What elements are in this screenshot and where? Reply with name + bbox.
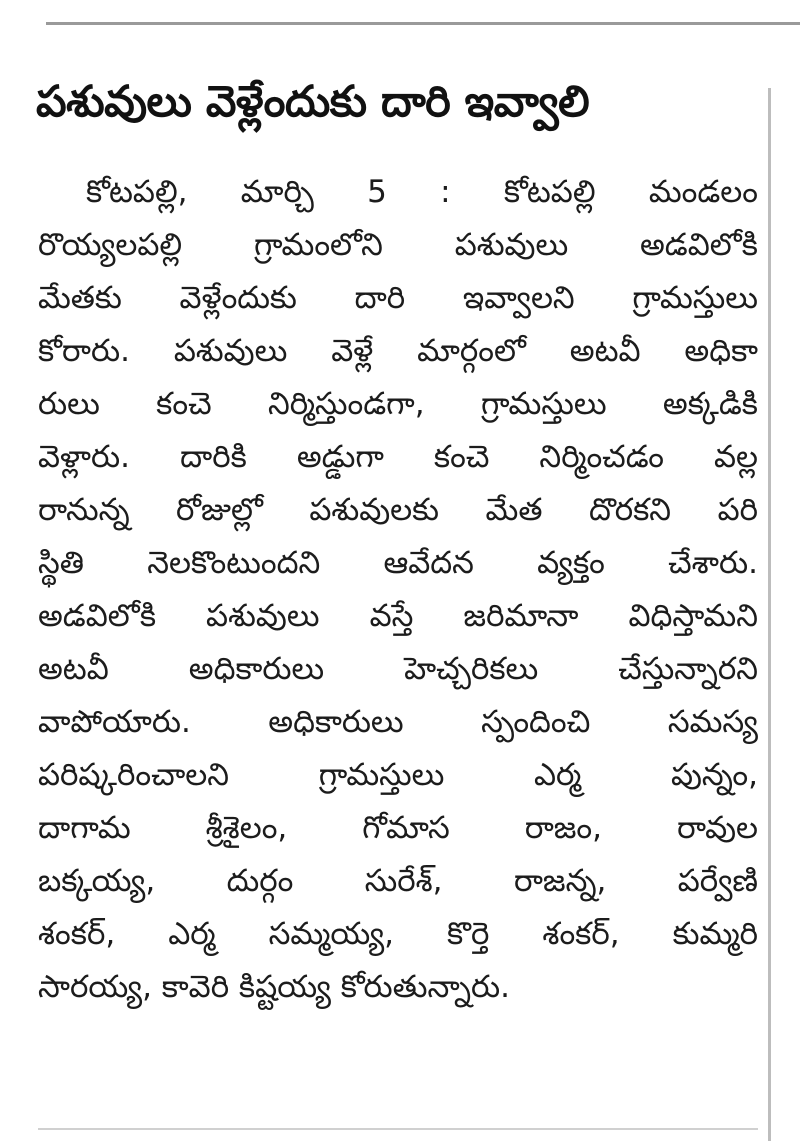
top-divider (46, 22, 800, 25)
body-line: రానున్న రోజుల్లో పశువులకు మేత దొరకని పరి (38, 492, 758, 528)
body-line: మేతకు వెళ్లేందుకు దారి ఇవ్వాలని గ్రామస్తులు (38, 280, 758, 316)
body-line: అడవిలోకి పశువులు వస్తే జరిమానా విధిస్తామని (38, 598, 758, 634)
body-line: రులు కంచె నిర్మిస్తుండగా, గ్రామస్తులు అక్కడికి (38, 386, 758, 422)
body-line: కోరారు. పశువులు వెళ్లే మార్గంలో అటవీ అధికా (38, 333, 758, 369)
article-body (38, 166, 758, 1014)
body-line: దాగామ శ్రీశైలం, గోమాస రాజం, రావుల (38, 810, 758, 846)
body-line: కోటపల్లి, మార్చి 5 : కోటపల్లి మండలం (86, 174, 758, 210)
body-line: పరిష్కరించాలని గ్రామస్తులు ఎర్మ పున్నం, (38, 757, 758, 793)
bottom-divider (38, 1128, 758, 1130)
body-line: రొయ్యలపల్లి గ్రామంలోని పశువులు అడవిలోకి (38, 227, 758, 263)
body-line: స్థితి నెలకొంటుందని ఆవేదన వ్యక్తం చేశారు. (38, 545, 758, 581)
body-line: అటవీ అధికారులు హెచ్చరికలు చేస్తున్నారని (38, 651, 758, 687)
body-line: బక్కయ్య, దుర్గం సురేశ్, రాజన్న, పర్వేణి (38, 863, 758, 899)
article-headline: పశువులు వెళ్లేందుకు దారి ఇవ్వాలి (36, 77, 590, 127)
body-line: వెళ్లారు. దారికి అడ్డుగా కంచె నిర్మించడం వల్ల (38, 439, 758, 475)
column-divider (768, 88, 771, 1141)
body-line: శంకర్, ఎర్మ సమ్మయ్య, కొర్తె శంకర్, కుమ్మరి (38, 916, 758, 952)
body-line: సారయ్య, కావెరి కిష్టయ్య కోరుతున్నారు. (38, 969, 510, 1005)
body-line: వాపోయారు. అధికారులు స్పందించి సమస్య (38, 704, 758, 740)
